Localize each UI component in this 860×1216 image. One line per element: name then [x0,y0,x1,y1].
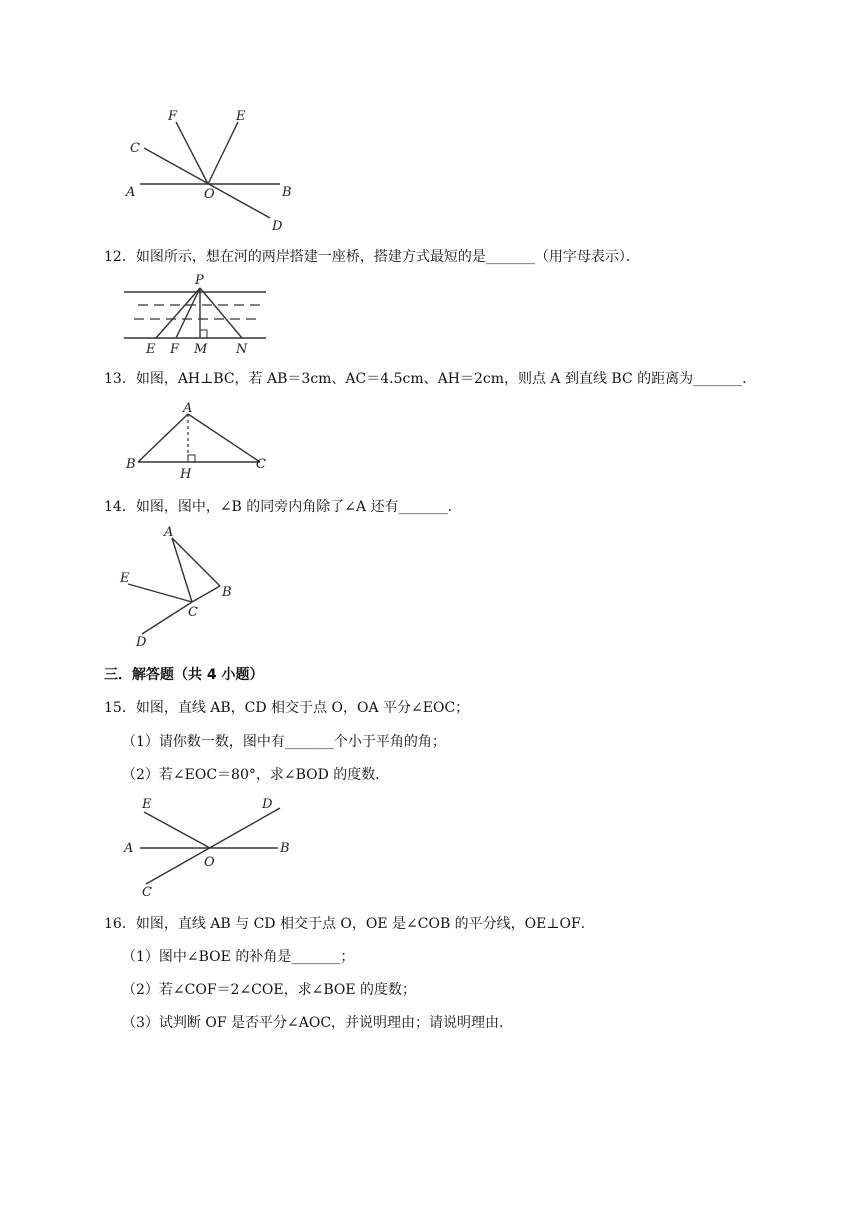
label-F: F [170,342,180,357]
label-O: O [204,855,215,870]
label-E: E [236,109,246,124]
label-A: A [124,841,134,856]
label-C: C [256,457,266,472]
label-A: A [183,401,193,416]
label-A: A [126,185,136,200]
figure-q12 [120,272,270,358]
label-H: H [180,467,192,482]
label-A: A [164,525,174,540]
label-P: P [195,273,204,288]
label-E: E [146,342,156,357]
label-B: B [222,585,232,600]
label-F: F [168,109,178,124]
question-15-part-2: （2）若∠EOC＝80°，求∠BOD 的度数． [122,767,390,783]
label-D: D [262,797,273,812]
question-14: 14．如图，图中，∠B 的同旁内角除了∠A 还有_______. [104,499,453,515]
question-16-part-2: （2）若∠COF＝2∠COE，求∠BOE 的度数； [122,982,417,998]
label-C: C [188,605,198,620]
figure-q14 [114,522,254,652]
section-title: 三．解答题（共 4 小题） [104,667,264,683]
figure-q13 [120,396,280,482]
question-16: 16．如图，直线 AB 与 CD 相交于点 O，OE 是∠COB 的平分线，OE⊥OF． [104,916,595,932]
label-B: B [280,841,290,856]
label-C: C [142,885,152,900]
label-D: D [272,219,283,234]
figure-q15 [118,792,308,902]
label-B: B [126,457,136,472]
question-12: 12．如图所示，想在河的两岸搭建一座桥，搭建方式最短的是_______（用字母表示）． [104,249,640,265]
question-15: 15．如图，直线 AB，CD 相交于点 O，OA 平分∠EOC； [104,700,470,716]
label-C: C [130,141,140,156]
label-E: E [120,571,130,586]
label-B: B [282,185,292,200]
question-16-part-3: （3）试判断 OF 是否平分∠AOC，并说明理由；请说明理由． [122,1015,514,1031]
label-D: D [136,635,147,650]
label-O: O [204,187,215,202]
label-M: M [194,342,208,357]
label-N: N [236,342,248,357]
question-15-part-1: （1）请你数一数，图中有_______个小于平角的角； [122,734,446,750]
label-E: E [142,797,152,812]
question-16-part-1: （1）图中∠BOE 的补角是_______； [122,949,355,965]
figure-q11 [120,104,300,234]
question-13: 13．如图，AH⊥BC，若 AB＝3cm、AC＝4.5cm、AH＝2cm，则点 A 到直线 BC 的距离为_______. [104,371,747,387]
